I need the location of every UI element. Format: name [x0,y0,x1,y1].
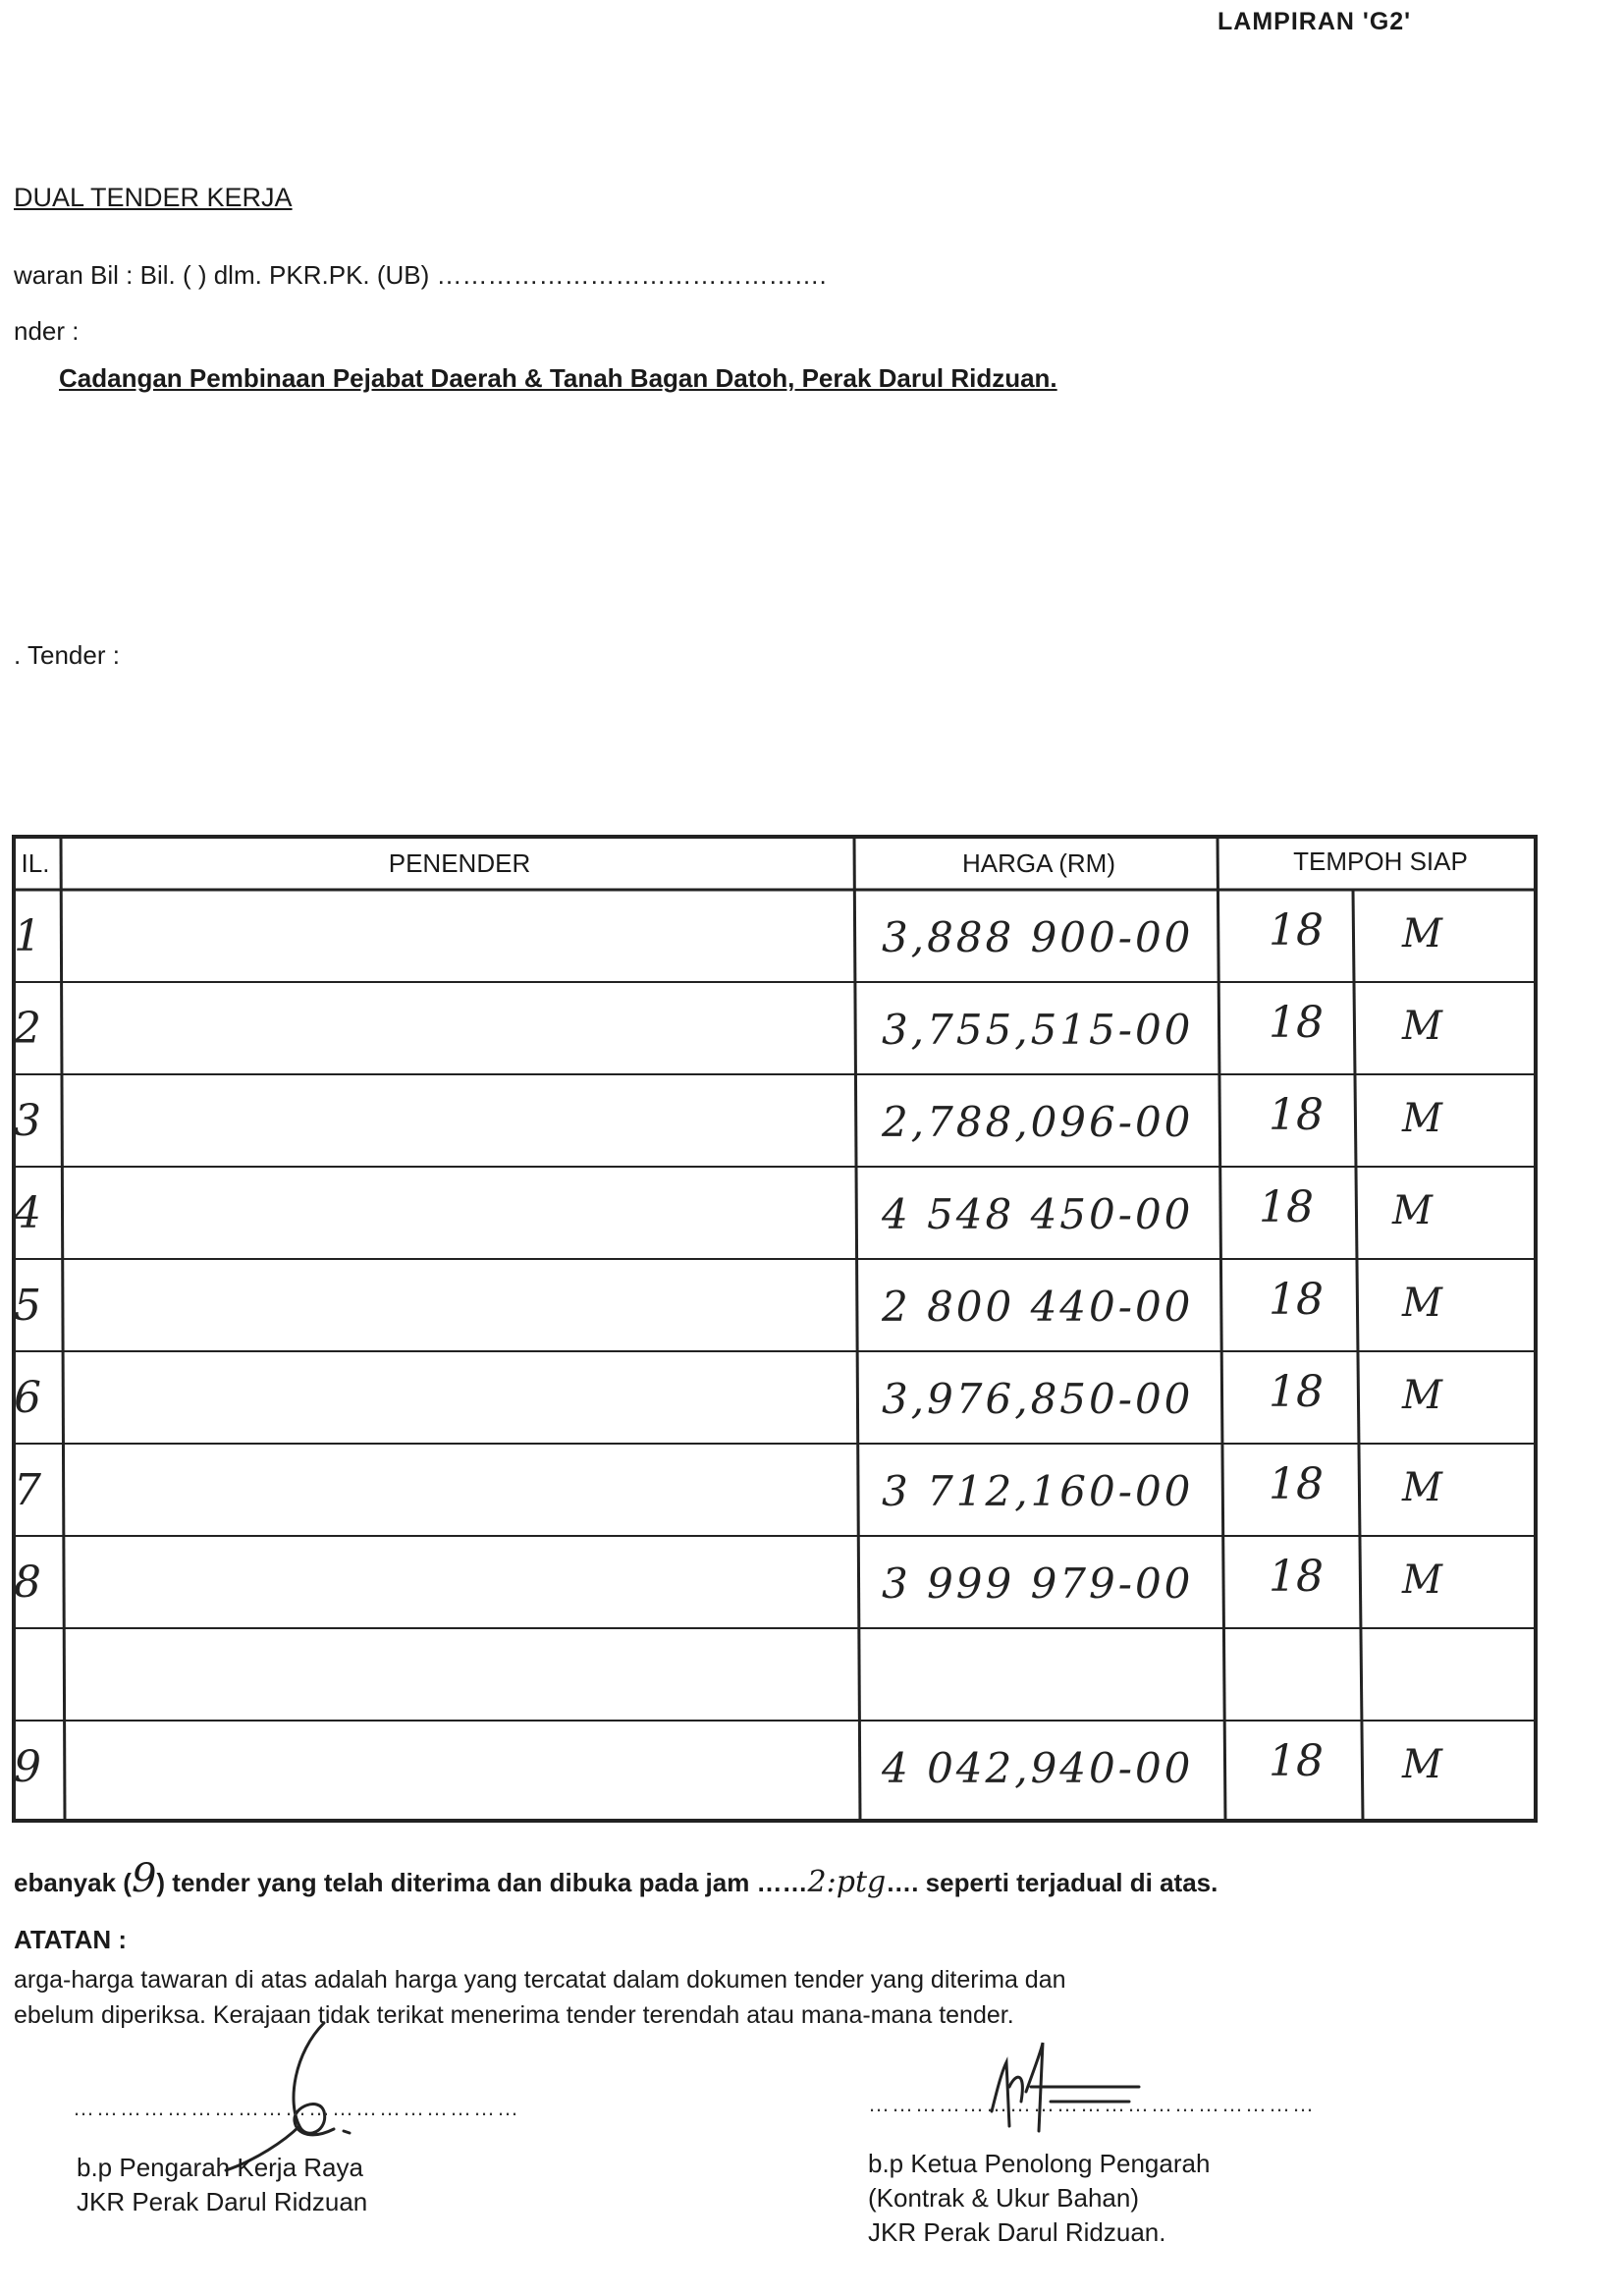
tender-table [0,835,1542,1825]
row-harga: 4 548 450-00 [882,1190,1194,1238]
header-bil: IL. [21,848,50,878]
header-harga: HARGA (RM) [962,848,1115,878]
notes-line-2: ebelum diperiksa. Kerajaan tidak terikat menerima tender terendah atau mana-mana tender. [14,2001,1014,2029]
row-bil: 6 [14,1373,41,1423]
row-harga: 4 042,940-00 [882,1744,1194,1792]
row-unit: M [1392,1188,1433,1233]
row-bil: 8 [14,1558,41,1608]
row-harga: 3 712,160-00 [882,1467,1194,1515]
row-tempoh: 18 [1269,1459,1324,1509]
row-bil: 3 [14,1096,41,1146]
row-harga: 3,888 900-00 [882,913,1194,961]
signature-right-mark [972,2033,1168,2141]
row-harga: 3,976,850-00 [882,1375,1194,1423]
row-unit: M [1402,1373,1442,1418]
signature-right-line-1: b.p Ketua Penolong Pengarah [868,2149,1211,2178]
summary-suffix: seperti terjadual di atas. [918,1868,1218,1897]
signature-left-line-2: JKR Perak Darul Ridzuan [77,2187,368,2216]
summary-time: 2:ptg [807,1865,887,1899]
lampiran-label: LAMPIRAN 'G2' [1218,8,1412,35]
row-unit: M [1402,1281,1442,1326]
row-unit: M [1402,1465,1442,1510]
row-harga: 2 800 440-00 [882,1283,1194,1331]
header-penender: PENENDER [388,848,531,878]
signature-left-block [77,2151,367,2219]
tender-label: nder : [14,316,80,346]
row-tempoh: 18 [1269,998,1324,1048]
table-grid [0,835,1542,1825]
row-tempoh: 18 [1269,1736,1324,1786]
row-tempoh: 18 [1269,1367,1324,1417]
row-tempoh: 18 [1269,905,1324,956]
row-unit: M [1402,911,1442,957]
row-unit: M [1402,1096,1442,1141]
signature-right-line-2: (Kontrak & Ukur Bahan) [868,2183,1140,2213]
row-harga: 2,788,096-00 [882,1098,1194,1146]
row-bil: 5 [14,1281,41,1331]
document-title: DUAL TENDER KERJA [14,183,293,212]
summary-dots-right: …. [886,1868,919,1897]
row-tempoh: 18 [1269,1275,1324,1325]
header-tempoh: TEMPOH SIAP [1293,847,1468,876]
project-name: Cadangan Pembinaan Pejabat Daerah & Tanah Bagan Datoh, Perak Darul Ridzuan. [59,363,1057,393]
row-bil: 9 [14,1742,41,1792]
row-harga: 3,755,515-00 [882,1006,1194,1054]
row-tempoh: 18 [1269,1552,1324,1602]
notes-title: ATATAN : [14,1925,128,1954]
row-harga: 3 999 979-00 [882,1559,1194,1608]
row-unit: M [1402,1004,1442,1049]
no-tender-label: . Tender : [14,640,120,670]
signature-right-line-3: JKR Perak Darul Ridzuan. [868,2217,1166,2247]
notes-line-1: arga-harga tawaran di atas adalah harga yang tercatat dalam dokumen tender yang diterima dan [14,1966,1066,1994]
row-unit: M [1402,1558,1442,1603]
row-bil: 2 [14,1004,41,1054]
row-tempoh: 18 [1259,1182,1314,1232]
row-bil: 1 [14,911,41,961]
row-tempoh: 18 [1269,1090,1324,1140]
signature-left-line: ………………………………………………… [73,2096,520,2120]
summary-line [14,1856,1218,1901]
signature-left-line-1: b.p Pengarah Kerja Raya [77,2153,363,2182]
summary-middle: ) tender yang telah diterima dan dibuka pada jam [156,1868,757,1897]
row-bil: 7 [14,1465,41,1515]
summary-prefix: ebanyak ( [14,1868,132,1897]
summary-count: 9 [131,1856,157,1901]
row-bil: 4 [14,1188,41,1238]
row-unit: M [1402,1742,1442,1787]
summary-dots-left: …… [756,1868,808,1897]
tawaran-label: waran Bil : Bil. ( ) dlm. PKR.PK. (UB) ………………………………………. [14,260,827,290]
signature-right-line: ………………………………………………… [868,2092,1316,2116]
table-border [14,837,1536,1821]
signature-right-block [868,2147,1210,2250]
